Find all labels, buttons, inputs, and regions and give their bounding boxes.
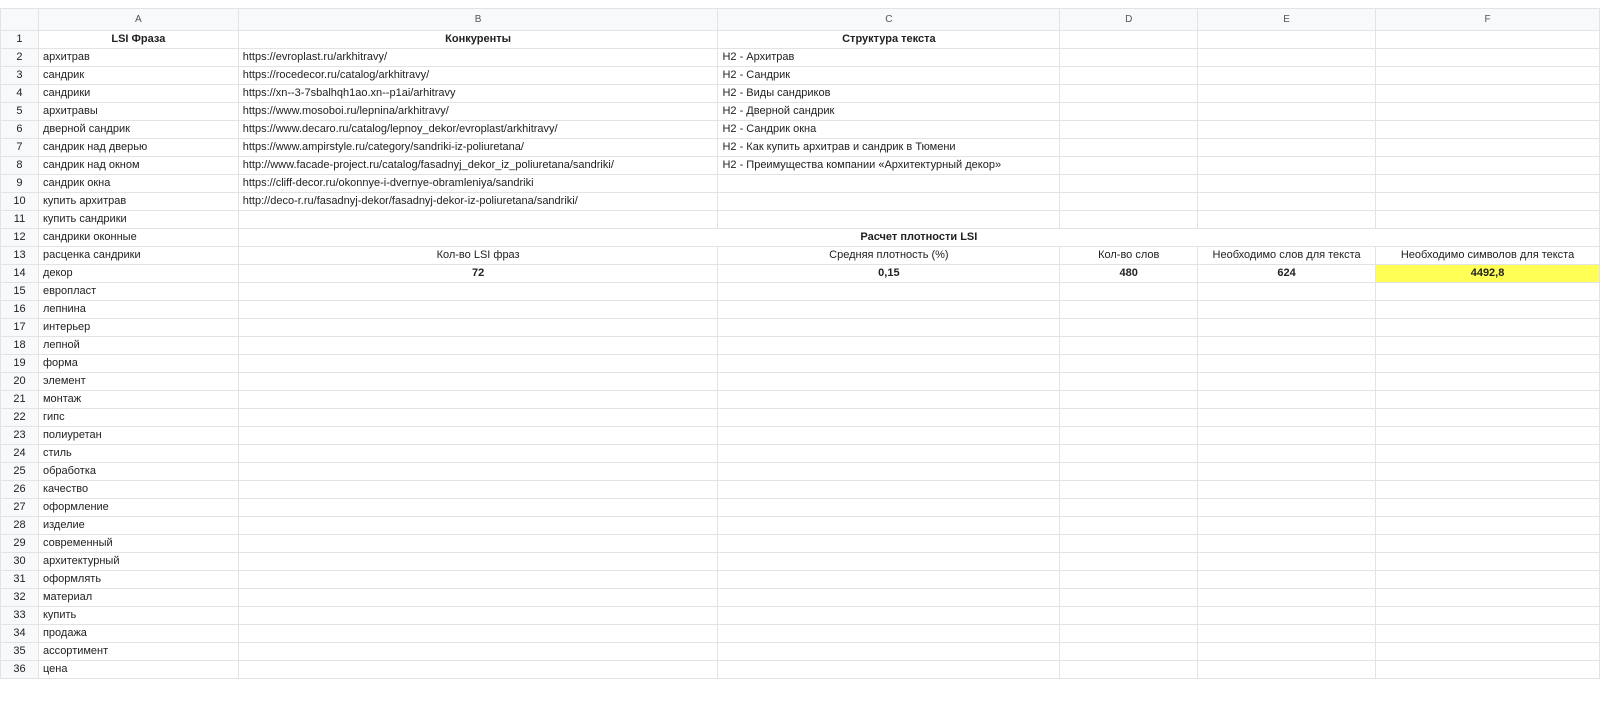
cell-d[interactable] [1060,211,1198,229]
cell-a[interactable]: лепной [38,337,238,355]
column-header-a[interactable]: A [38,9,238,31]
cell-a[interactable]: оформление [38,499,238,517]
cell-c[interactable] [718,553,1060,571]
cell-f[interactable] [1376,445,1600,463]
cell-c[interactable] [718,211,1060,229]
cell-a[interactable]: дверной сандрик [38,121,238,139]
cell-e[interactable] [1198,337,1376,355]
cell-d[interactable] [1060,85,1198,103]
cell-b[interactable] [238,373,718,391]
cell-f[interactable] [1376,373,1600,391]
select-all-corner[interactable] [1,9,39,31]
cell-d[interactable] [1060,139,1198,157]
cell-b[interactable] [238,643,718,661]
cell-a[interactable]: форма [38,355,238,373]
cell-a[interactable]: лепнина [38,301,238,319]
cell-f[interactable] [1376,283,1600,301]
column-header-b[interactable]: B [238,9,718,31]
cell-f[interactable] [1376,517,1600,535]
cell-d[interactable] [1060,445,1198,463]
column-header-f[interactable]: F [1376,9,1600,31]
cell-c[interactable] [718,283,1060,301]
table-row [1,517,1600,535]
row-number[interactable]: 12 [1,229,39,247]
cell-d[interactable] [1060,157,1198,175]
cell-e[interactable] [1198,391,1376,409]
cell-a[interactable]: качество [38,481,238,499]
cell-e[interactable] [1198,517,1376,535]
row-number[interactable]: 29 [1,535,39,553]
cell-d[interactable] [1060,661,1198,679]
cell-a[interactable]: сандрик над дверью [38,139,238,157]
column-header-c[interactable]: C [718,9,1060,31]
cell-b[interactable]: https://www.mosoboi.ru/lepnina/arkhitravy/ [238,103,718,121]
cell-d[interactable] [1060,463,1198,481]
cell-c[interactable] [718,625,1060,643]
cell-f[interactable] [1376,193,1600,211]
table-row [1,247,1600,265]
cell-c[interactable] [718,409,1060,427]
cell-d[interactable] [1060,517,1198,535]
cell-f[interactable] [1376,301,1600,319]
cell-d[interactable] [1060,535,1198,553]
density-value-words[interactable]: 480 [1060,265,1198,283]
table-row [1,445,1600,463]
cell-e[interactable] [1198,553,1376,571]
cell-e[interactable] [1198,85,1376,103]
cell-d[interactable] [1060,319,1198,337]
cell-f[interactable] [1376,337,1600,355]
row-number[interactable]: 3 [1,67,39,85]
cell-e[interactable] [1198,607,1376,625]
cell-a[interactable]: архитрав [38,49,238,67]
row-number[interactable]: 30 [1,553,39,571]
row-number[interactable]: 23 [1,427,39,445]
cell-c[interactable] [718,535,1060,553]
cell-d[interactable] [1060,553,1198,571]
table-row [1,427,1600,445]
cell-d[interactable] [1060,391,1198,409]
cell-f[interactable] [1376,661,1600,679]
cell-c1[interactable]: Структура текста [718,31,1060,49]
cell-b[interactable] [238,337,718,355]
table-row [1,301,1600,319]
density-header-words[interactable]: Кол-во слов [1060,247,1198,265]
cell-a[interactable]: стиль [38,445,238,463]
cell-f[interactable] [1376,319,1600,337]
row-number[interactable]: 25 [1,463,39,481]
table-row [1,283,1600,301]
row-number[interactable]: 16 [1,301,39,319]
cell-e[interactable] [1198,301,1376,319]
cell-c[interactable] [718,391,1060,409]
cell-d[interactable] [1060,67,1198,85]
cell-e[interactable] [1198,463,1376,481]
row-number[interactable]: 19 [1,355,39,373]
density-value-chars-needed[interactable]: 4492,8 [1376,265,1600,283]
cell-a[interactable]: цена [38,661,238,679]
table-row [1,229,1600,247]
density-header-avg[interactable]: Средняя плотность (%) [718,247,1060,265]
row-number[interactable]: 33 [1,607,39,625]
row-number[interactable]: 1 [1,31,39,49]
cell-e[interactable] [1198,445,1376,463]
cell-a[interactable]: купить архитрав [38,193,238,211]
cell-f[interactable] [1376,85,1600,103]
cell-f[interactable] [1376,121,1600,139]
cell-c[interactable] [718,427,1060,445]
cell-e[interactable] [1198,49,1376,67]
row-number[interactable]: 24 [1,445,39,463]
cell-b[interactable] [238,661,718,679]
cell-b[interactable]: https://www.decaro.ru/catalog/lepnoy_dekor/evroplast/arkhitravy/ [238,121,718,139]
cell-b[interactable] [238,427,718,445]
cell-b[interactable] [238,283,718,301]
row-number[interactable]: 28 [1,517,39,535]
row-number[interactable]: 21 [1,391,39,409]
table-row [1,391,1600,409]
table-row [1,589,1600,607]
cell-f[interactable] [1376,175,1600,193]
cell-b[interactable] [238,571,718,589]
row-number[interactable]: 7 [1,139,39,157]
cell-a[interactable]: элемент [38,373,238,391]
cell-b[interactable]: http://www.facade-project.ru/catalog/fasadnyj_dekor_iz_poliuretana/sandriki/ [238,157,718,175]
table-row [1,409,1600,427]
cell-c[interactable]: H2 - Архитрав [718,49,1060,67]
cell-f[interactable] [1376,409,1600,427]
row-number[interactable]: 35 [1,643,39,661]
cell-f[interactable] [1376,463,1600,481]
table-row [1,571,1600,589]
cell-b[interactable] [238,355,718,373]
cell-c[interactable] [718,517,1060,535]
cell-a[interactable]: архитравы [38,103,238,121]
table-row [1,625,1600,643]
density-header-lsi-count[interactable]: Кол-во LSI фраз [238,247,718,265]
row-number[interactable]: 18 [1,337,39,355]
cell-c[interactable] [718,499,1060,517]
cell-c[interactable] [718,319,1060,337]
cell-b[interactable] [238,553,718,571]
density-header-chars-needed[interactable]: Необходимо символов для текста [1376,247,1600,265]
cell-b[interactable] [238,211,718,229]
density-title[interactable]: Расчет плотности LSI [238,229,1599,247]
cell-f[interactable] [1376,67,1600,85]
cell-e[interactable] [1198,643,1376,661]
table-row [1,643,1600,661]
cell-c[interactable] [718,589,1060,607]
cell-d[interactable] [1060,625,1198,643]
cell-d[interactable] [1060,193,1198,211]
row-number[interactable]: 6 [1,121,39,139]
cell-b[interactable] [238,391,718,409]
cell-e[interactable] [1198,121,1376,139]
table-row [1,607,1600,625]
cell-d[interactable] [1060,373,1198,391]
row-number[interactable]: 34 [1,625,39,643]
cell-e1[interactable] [1198,31,1376,49]
column-header-e[interactable]: E [1198,9,1376,31]
table-row [1,373,1600,391]
cell-a[interactable]: купить сандрики [38,211,238,229]
cell-e[interactable] [1198,103,1376,121]
cell-e[interactable] [1198,661,1376,679]
cell-a[interactable]: полиуретан [38,427,238,445]
cell-e[interactable] [1198,373,1376,391]
table-row [1,193,1600,211]
cell-d1[interactable] [1060,31,1198,49]
row-number[interactable]: 5 [1,103,39,121]
row-number[interactable]: 8 [1,157,39,175]
cell-c[interactable] [718,373,1060,391]
cell-e[interactable] [1198,319,1376,337]
row-number[interactable]: 17 [1,319,39,337]
cell-c[interactable]: H2 - Дверной сандрик [718,103,1060,121]
cell-a[interactable]: продажа [38,625,238,643]
table-row [1,139,1600,157]
cell-a[interactable]: архитектурный [38,553,238,571]
table-row [1,463,1600,481]
cell-b[interactable] [238,301,718,319]
cell-a[interactable]: сандрики оконные [38,229,238,247]
cell-a[interactable]: оформлять [38,571,238,589]
cell-b[interactable]: https://cliff-decor.ru/okonnye-i-dvernye-obramleniya/sandriki [238,175,718,193]
cell-d[interactable] [1060,355,1198,373]
grid-table [0,8,1600,679]
cell-a[interactable]: европласт [38,283,238,301]
cell-a[interactable]: ассортимент [38,643,238,661]
cell-d[interactable] [1060,121,1198,139]
table-row [1,499,1600,517]
row-number[interactable]: 36 [1,661,39,679]
cell-f[interactable] [1376,553,1600,571]
table-row [1,175,1600,193]
cell-b[interactable] [238,589,718,607]
cell-d[interactable] [1060,643,1198,661]
cell-d[interactable] [1060,283,1198,301]
cell-b[interactable] [238,409,718,427]
cell-e[interactable] [1198,355,1376,373]
cell-e[interactable] [1198,139,1376,157]
cell-c[interactable]: H2 - Сандрик [718,67,1060,85]
cell-a[interactable]: сандрик окна [38,175,238,193]
table-row [1,121,1600,139]
cell-f[interactable] [1376,427,1600,445]
cell-c[interactable] [718,643,1060,661]
row-number[interactable]: 11 [1,211,39,229]
cell-a[interactable]: сандрик над окном [38,157,238,175]
cell-c[interactable] [718,661,1060,679]
density-value-words-needed[interactable]: 624 [1198,265,1376,283]
cell-a1[interactable]: LSI Фраза [38,31,238,49]
table-row [1,265,1600,283]
cell-f[interactable] [1376,211,1600,229]
cell-f[interactable] [1376,643,1600,661]
row-number[interactable]: 20 [1,373,39,391]
cell-e[interactable] [1198,625,1376,643]
cell-d[interactable] [1060,301,1198,319]
row-number[interactable]: 31 [1,571,39,589]
cell-f[interactable] [1376,607,1600,625]
cell-e[interactable] [1198,67,1376,85]
cell-b[interactable] [238,607,718,625]
cell-e[interactable] [1198,499,1376,517]
cell-f[interactable] [1376,103,1600,121]
cell-c[interactable] [718,607,1060,625]
cell-b[interactable] [238,499,718,517]
column-header-d[interactable]: D [1060,9,1198,31]
table-row [1,337,1600,355]
cell-f1[interactable] [1376,31,1600,49]
cell-a[interactable]: интерьер [38,319,238,337]
cell-e[interactable] [1198,193,1376,211]
cell-b[interactable] [238,445,718,463]
cell-a[interactable]: монтаж [38,391,238,409]
row-number[interactable]: 10 [1,193,39,211]
cell-e[interactable] [1198,211,1376,229]
cell-b[interactable]: http://deco-r.ru/fasadnyj-dekor/fasadnyj-dekor-iz-poliuretana/sandriki/ [238,193,718,211]
table-row [1,535,1600,553]
table-row [1,85,1600,103]
cell-c[interactable]: H2 - Преимущества компании «Архитектурный декор» [718,157,1060,175]
cell-b[interactable] [238,535,718,553]
row-number[interactable]: 14 [1,265,39,283]
cell-f[interactable] [1376,391,1600,409]
cell-a[interactable]: декор [38,265,238,283]
row-number[interactable]: 2 [1,49,39,67]
column-header-row [1,9,1600,31]
table-row [1,355,1600,373]
cell-e[interactable] [1198,481,1376,499]
row-number[interactable]: 27 [1,499,39,517]
cell-c[interactable] [718,193,1060,211]
cell-f[interactable] [1376,499,1600,517]
cell-a[interactable]: расценка сандрики [38,247,238,265]
cell-a[interactable]: современный [38,535,238,553]
cell-c[interactable]: H2 - Сандрик окна [718,121,1060,139]
table-row [1,103,1600,121]
row-number[interactable]: 15 [1,283,39,301]
table-row [1,67,1600,85]
cell-d[interactable] [1060,49,1198,67]
cell-c[interactable] [718,355,1060,373]
cell-a[interactable]: сандрики [38,85,238,103]
cell-c[interactable] [718,301,1060,319]
cell-c[interactable] [718,463,1060,481]
cell-a[interactable]: купить [38,607,238,625]
cell-b[interactable]: https://evroplast.ru/arkhitravy/ [238,49,718,67]
row-number[interactable]: 32 [1,589,39,607]
cell-b[interactable] [238,517,718,535]
cell-a[interactable]: сандрик [38,67,238,85]
cell-f[interactable] [1376,49,1600,67]
table-row [1,49,1600,67]
row-number[interactable]: 9 [1,175,39,193]
cell-d[interactable] [1060,103,1198,121]
cell-e[interactable] [1198,571,1376,589]
cell-f[interactable] [1376,481,1600,499]
cell-e[interactable] [1198,427,1376,445]
cell-e[interactable] [1198,535,1376,553]
cell-f[interactable] [1376,535,1600,553]
row-number[interactable]: 4 [1,85,39,103]
cell-a[interactable]: гипс [38,409,238,427]
cell-e[interactable] [1198,589,1376,607]
cell-d[interactable] [1060,427,1198,445]
cell-b[interactable] [238,319,718,337]
cell-f[interactable] [1376,625,1600,643]
cell-d[interactable] [1060,589,1198,607]
cell-a[interactable]: материал [38,589,238,607]
cell-b[interactable] [238,481,718,499]
cell-f[interactable] [1376,589,1600,607]
cell-a[interactable]: изделие [38,517,238,535]
table-row [1,211,1600,229]
cell-c[interactable]: H2 - Виды сандриков [718,85,1060,103]
cell-f[interactable] [1376,355,1600,373]
cell-e[interactable] [1198,175,1376,193]
cell-b[interactable]: https://rocedecor.ru/catalog/arkhitravy/ [238,67,718,85]
cell-b[interactable] [238,463,718,481]
cell-a[interactable]: обработка [38,463,238,481]
cell-d[interactable] [1060,607,1198,625]
density-value-avg[interactable]: 0,15 [718,265,1060,283]
cell-c[interactable] [718,337,1060,355]
density-value-lsi-count[interactable]: 72 [238,265,718,283]
cell-d[interactable] [1060,337,1198,355]
cell-d[interactable] [1060,409,1198,427]
cell-e[interactable] [1198,157,1376,175]
cell-c[interactable] [718,445,1060,463]
table-row [1,157,1600,175]
cell-d[interactable] [1060,571,1198,589]
cell-b[interactable] [238,625,718,643]
row-number[interactable]: 13 [1,247,39,265]
density-header-words-needed[interactable]: Необходимо слов для текста [1198,247,1376,265]
cell-f[interactable] [1376,571,1600,589]
table-row [1,661,1600,679]
table-row [1,319,1600,337]
row-number[interactable]: 22 [1,409,39,427]
row-number[interactable]: 26 [1,481,39,499]
cell-e[interactable] [1198,283,1376,301]
cell-c[interactable]: H2 - Как купить архитрав и сандрик в Тюмени [718,139,1060,157]
cell-c[interactable] [718,571,1060,589]
cell-f[interactable] [1376,157,1600,175]
cell-f[interactable] [1376,139,1600,157]
cell-c[interactable] [718,175,1060,193]
cell-d[interactable] [1060,175,1198,193]
cell-b[interactable]: https://www.ampirstyle.ru/category/sandriki-iz-poliuretana/ [238,139,718,157]
cell-d[interactable] [1060,481,1198,499]
cell-e[interactable] [1198,409,1376,427]
table-row [1,553,1600,571]
cell-b1[interactable]: Конкуренты [238,31,718,49]
table-row [1,31,1600,49]
table-row [1,481,1600,499]
cell-c[interactable] [718,481,1060,499]
cell-b[interactable]: https://xn--3-7sbalhqh1ao.xn--p1ai/arhitravy [238,85,718,103]
cell-d[interactable] [1060,499,1198,517]
